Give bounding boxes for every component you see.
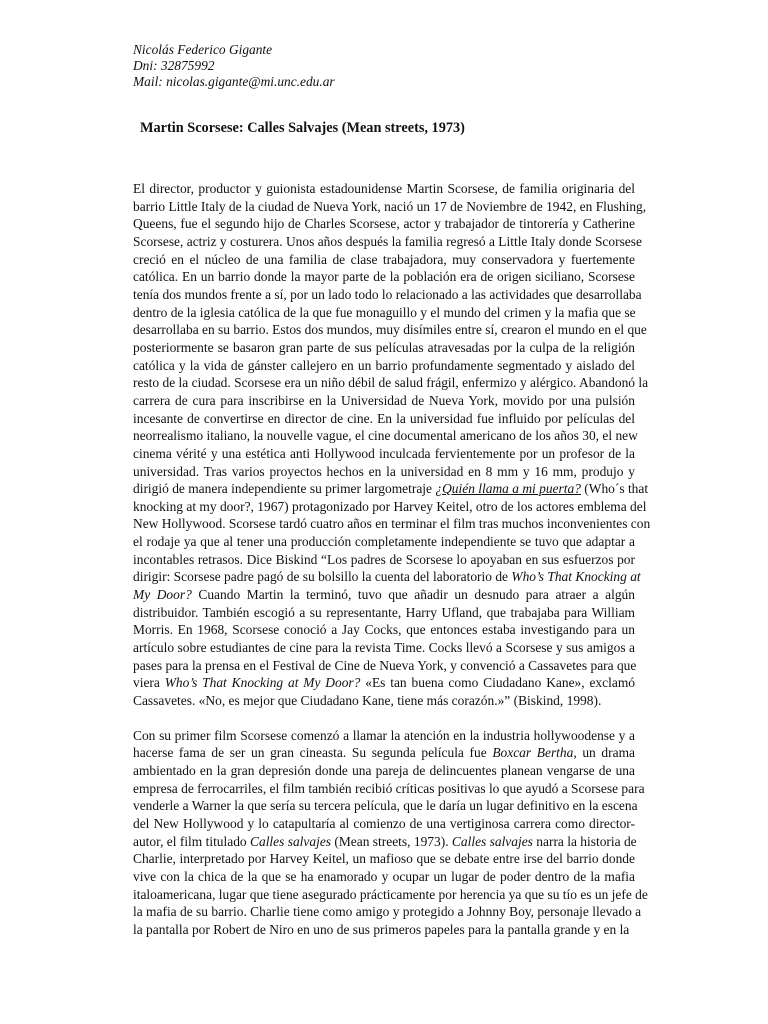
text-line: ambientado en la gran depresión donde una pareja de delincuentes planean vengarse de una (133, 763, 635, 778)
text-line: dentro de la iglesia católica de la que fue monaguillo y el mundo del crimen y la mafia que se (133, 304, 636, 320)
text-line: posteriormente se basaron gran parte de sus películas atravesadas por la culpa de la religión (133, 339, 635, 355)
text-line: incesante de convertirse en director de cine. En la universidad fue influido por películas del (133, 410, 635, 426)
author-dni: Dni: 32875992 (133, 58, 215, 73)
text-line: neorrealismo italiano, la nouvelle vague, el cine documental americano de los años 30, el new (133, 428, 638, 444)
text-line: Charlie, interpretado por Harvey Keitel, un mafioso que se debate entre irse del barrio donde (133, 851, 635, 867)
text-line: italoamericana, lugar que tiene asegurado prácticamente por herencia ya que su tío es un jefe de (133, 886, 648, 902)
text-line: viera Who’s That Knocking at My Door? «Es tan buena como Ciudadano Kane», exclamó (133, 675, 635, 691)
text-line: la mafia de su barrio. Charlie tiene como amigo y protegido a Johnny Boy, personaje llevado a (133, 904, 642, 920)
paragraph-2 (133, 727, 648, 939)
text-line: dirigió de manera independiente su primer largometraje ¿Quién llama a mi puerta? (Who´s that (133, 481, 649, 497)
text-line: católica y la vida de gánster callejero en un barrio profundamente segmentado y aislado del (133, 357, 635, 373)
text-line: knocking at my door?, 1967) protagonizado por Harvey Keitel, otro de los actores emblema del (133, 498, 647, 514)
text-line: universidad. Tras varios proyectos hechos en la universidad en 8 mm y 16 mm, produjo y (133, 463, 635, 479)
text-line: desarrollaba en su barrio. Estos dos mundos, muy disímiles entre sí, crearon el mundo en el que (133, 322, 647, 338)
text-line: El director, productor y guionista estadounidense Martin Scorsese, de familia originaria del (133, 181, 635, 196)
text-line: la pantalla por Robert de Niro en uno de sus primeros papeles para la pantalla grande y en la (133, 921, 630, 937)
text-line: Con su primer film Scorsese comenzó a llamar la atención en la industria hollywoodense y a (133, 727, 635, 743)
text-line: carrera de cura para inscribirse en la Universidad de Nueva York, movido por una pulsión (133, 392, 635, 408)
author-mail: Mail: nicolas.gigante@mi.unc.edu.ar (133, 74, 335, 89)
text-line: venderle a Warner la que sería su tercera película, que le daría un lugar definitivo en la escena (133, 798, 638, 814)
paragraph-1 (133, 180, 651, 710)
text-line: Queens, fue el segundo hijo de Charles Scorsese, actor y trabajador de tintorería y Catherine (133, 216, 635, 232)
document-title: Martin Scorsese: Calles Salvajes (Mean streets, 1973) (140, 120, 465, 136)
text-line: dirigir: Scorsese padre pagó de su bolsillo la cuenta del laboratorio de Who’s That Knocking at (133, 569, 641, 585)
text-line: Cassavetes. «No, es mejor que Ciudadano Kane, tiene más corazón.»” (Biskind, 1998). (133, 693, 602, 709)
text-line: Scorsese, actriz y costurera. Unos años después la familia regresó a Little Italy donde Scorsese (133, 233, 642, 249)
text-line: Morris. En 1968, Scorsese conoció a Jay Cocks, que entonces estaba investigando para un (133, 622, 635, 638)
text-line: el rodaje ya que al tener una producción completamente independiente se tuvo que adaptar a (133, 534, 635, 550)
text-line: My Door? Cuando Martin la terminó, tuvo que añadir un desnudo para atraer a algún (133, 587, 635, 603)
text-line: resto de la ciudad. Scorsese era un niño débil de salud frágil, enfermizo y alérgico. Abandonó la (133, 375, 649, 391)
text-line: distribuidor. También escogió a su representante, Harry Ufland, que trabajaba para William (133, 604, 635, 620)
document-body (133, 180, 651, 939)
text-line: tenía dos mundos frente a sí, por un lado todo lo relacionado a las actividades que desarrollaba (133, 286, 642, 302)
author-name: Nicolás Federico Gigante (133, 42, 273, 57)
text-line: New Hollywood. Scorsese tardó cuatro años en terminar el film tras muchos inconvenientes con (133, 516, 651, 532)
text-line: cinema vérité y una estética anti Hollywood inculcada fervientemente por un profesor de la (133, 445, 635, 461)
text-line: empresa de ferrocarriles, el film también recibió críticas positivas lo que ayudó a Scorsese para (133, 780, 645, 796)
text-line: católica. En un barrio donde la mayor parte de la población era de origen siciliano, Scorsese (133, 269, 635, 285)
text-line: pases para la prensa en el Festival de Cine de Nueva York, y convenció a Cassavetes para que (133, 657, 637, 673)
text-line: hacerse fama de ser un gran cineasta. Su segunda película fue Boxcar Bertha, un drama (133, 745, 635, 761)
text-line: artículo sobre estudiantes de cine para la revista Time. Cocks llevó a Scorsese y sus amigos a (133, 640, 635, 656)
text-line: autor, el film titulado Calles salvajes (Mean streets, 1973). Calles salvajes narra la historia de (133, 833, 637, 849)
text-line: vive con la chica de la que se ha enamorado y ocupar un lugar de poder dentro de la mafia (133, 868, 635, 884)
text-line: incontables retrasos. Dice Biskind “Los padres de Scorsese lo apoyaban en sus esfuerzos por (133, 551, 635, 567)
text-line: del New Hollywood y lo catapultaría al comienzo de una vertiginosa carrera como director- (133, 815, 635, 831)
text-line: barrio Little Italy de la ciudad de Nueva York, nació un 17 de Noviembre de 1942, en Flushing, (133, 198, 647, 214)
author-info (133, 42, 335, 90)
text-line: creció en el núcleo de una familia de clase trabajadora, muy conservadora y fuertemente (133, 251, 635, 267)
